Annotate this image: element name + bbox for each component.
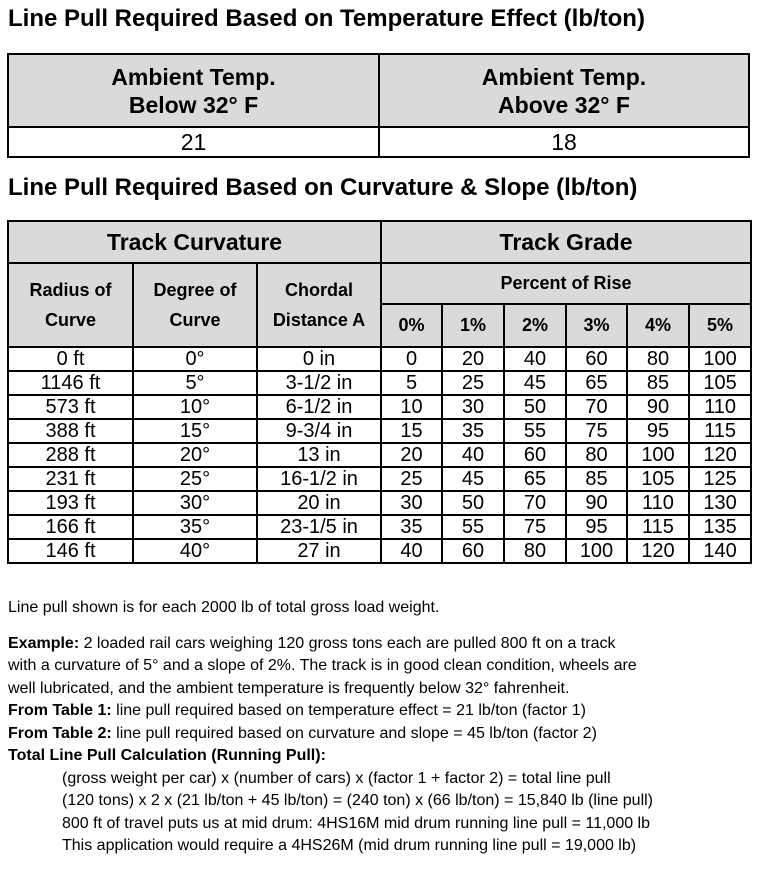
- chordal-cell: 20 in: [257, 491, 381, 515]
- grade-0-cell: 30: [381, 491, 442, 515]
- grade-2-cell: 45: [504, 371, 566, 395]
- grade-0-cell: 40: [381, 539, 442, 563]
- chordal-cell: 23-1/5 in: [257, 515, 381, 539]
- grade-5-cell: 110: [689, 395, 751, 419]
- grade-1-cell: 55: [442, 515, 504, 539]
- chordal-cell: 3-1/2 in: [257, 371, 381, 395]
- group-header-row: [8, 221, 751, 263]
- grade-4-cell: 120: [627, 539, 689, 563]
- degree-cell: 25°: [133, 467, 257, 491]
- grade-4-cell: 110: [627, 491, 689, 515]
- grade-5-cell: 130: [689, 491, 751, 515]
- header-line: Radius of: [29, 280, 112, 300]
- grade-3-cell: 90: [566, 491, 627, 515]
- table-row: [8, 347, 751, 371]
- grade-col-header: 5%: [689, 304, 751, 347]
- grade-5-cell: 135: [689, 515, 751, 539]
- radius-cell: 573 ft: [8, 395, 133, 419]
- curvature-table-title: Line Pull Required Based on Curvature & Slope (lb/ton): [8, 174, 638, 201]
- header-line: Below 32° F: [128, 91, 259, 118]
- grade-1-cell: 40: [442, 443, 504, 467]
- header-line: Above 32° F: [498, 91, 630, 118]
- calc-label-text: Total Line Pull Calculation (Running Pull):: [8, 747, 326, 764]
- grade-2-cell: 75: [504, 515, 566, 539]
- curvature-table-body: [8, 347, 751, 563]
- radius-cell: 0 ft: [8, 347, 133, 371]
- grade-col-header: 2%: [504, 304, 566, 347]
- table-row: [8, 443, 751, 467]
- grade-2-cell: 70: [504, 491, 566, 515]
- grade-1-cell: 20: [442, 347, 504, 371]
- value-below-32: 21: [8, 127, 379, 157]
- table-row: [8, 371, 751, 395]
- radius-cell: 1146 ft: [8, 371, 133, 395]
- calc-line: 800 ft of travel puts us at mid drum: 4HS16M mid drum running line pull = 11,000 lb: [62, 814, 651, 832]
- calc-line: (120 tons) x 2 x (21 lb/ton + 45 lb/ton) = (240 ton) x (66 lb/ton) = 15,840 lb (line pull): [62, 792, 654, 809]
- from-table2-line: [8, 723, 753, 746]
- header-below-32: [8, 54, 379, 127]
- grade-3-cell: 80: [566, 443, 627, 467]
- chordal-cell: 16-1/2 in: [257, 467, 381, 491]
- grade-1-cell: 30: [442, 395, 504, 419]
- grade-3-cell: 95: [566, 515, 627, 539]
- chordal-cell: 0 in: [257, 347, 381, 371]
- chordal-header: [257, 263, 381, 347]
- table-row: [8, 467, 751, 491]
- header-above-32: [379, 54, 749, 127]
- grade-col-header: 1%: [442, 304, 504, 347]
- from-table2-text: line pull required based on curvature and slope = 45 lb/ton (factor 2): [111, 724, 597, 742]
- sub-header-row: [8, 263, 751, 304]
- grade-col-header: 4%: [627, 304, 689, 347]
- radius-cell: 231 ft: [8, 467, 133, 491]
- degree-cell: 10°: [133, 395, 257, 419]
- table-row: [8, 395, 751, 419]
- grade-4-cell: 90: [627, 395, 689, 419]
- track-curvature-header: Track Curvature: [8, 221, 381, 263]
- chordal-cell: 27 in: [257, 539, 381, 563]
- example-line: well lubricated, and the ambient temperature is frequently below 32° fahrenheit.: [8, 679, 570, 697]
- radius-header: [8, 263, 133, 347]
- grade-2-cell: 55: [504, 419, 566, 443]
- grade-col-header: 3%: [566, 304, 627, 347]
- grade-1-cell: 45: [442, 467, 504, 491]
- radius-cell: 193 ft: [8, 491, 133, 515]
- grade-0-cell: 35: [381, 515, 442, 539]
- grade-2-cell: 80: [504, 539, 566, 563]
- temperature-effect-table: [7, 53, 750, 158]
- chordal-cell: 9-3/4 in: [257, 419, 381, 443]
- header-line: Ambient Temp.: [111, 63, 276, 90]
- header-line: Curve: [169, 310, 221, 330]
- calc-label: [8, 745, 753, 768]
- table-header-row: [8, 54, 749, 127]
- from-table2-label: From Table 2:: [8, 724, 112, 742]
- header-line: Chordal: [284, 280, 353, 300]
- grade-1-cell: 50: [442, 491, 504, 515]
- grade-2-cell: 65: [504, 467, 566, 491]
- degree-cell: 40°: [133, 539, 257, 563]
- grade-2-cell: 40: [504, 347, 566, 371]
- grade-5-cell: 125: [689, 467, 751, 491]
- chordal-cell: 13 in: [257, 443, 381, 467]
- grade-4-cell: 105: [627, 467, 689, 491]
- track-grade-header: Track Grade: [381, 221, 751, 263]
- grade-0-cell: 10: [381, 395, 442, 419]
- degree-cell: 35°: [133, 515, 257, 539]
- grade-5-cell: 100: [689, 347, 751, 371]
- grade-5-cell: 120: [689, 443, 751, 467]
- table-row: [8, 539, 751, 563]
- example-label: Example:: [8, 634, 80, 652]
- grade-4-cell: 80: [627, 347, 689, 371]
- grade-1-cell: 35: [442, 419, 504, 443]
- calc-line: (gross weight per car) x (number of cars) x (factor 1 + factor 2) = total line pull: [62, 769, 611, 787]
- degree-cell: 30°: [133, 491, 257, 515]
- degree-cell: 5°: [133, 371, 257, 395]
- grade-4-cell: 95: [627, 419, 689, 443]
- degree-header: [133, 263, 257, 347]
- grade-2-cell: 60: [504, 443, 566, 467]
- radius-cell: 388 ft: [8, 419, 133, 443]
- grade-5-cell: 115: [689, 419, 751, 443]
- header-line: Curve: [44, 310, 97, 330]
- curvature-slope-table: [7, 220, 752, 564]
- value-above-32: 18: [379, 127, 749, 157]
- radius-cell: 288 ft: [8, 443, 133, 467]
- header-line: Degree of: [153, 280, 237, 300]
- example-line: [8, 633, 753, 656]
- radius-cell: 166 ft: [8, 515, 133, 539]
- grade-0-cell: 5: [381, 371, 442, 395]
- percent-of-rise-header: Percent of Rise: [381, 263, 751, 304]
- degree-cell: 15°: [133, 419, 257, 443]
- grade-3-cell: 75: [566, 419, 627, 443]
- chordal-cell: 6-1/2 in: [257, 395, 381, 419]
- table-row: [8, 127, 749, 157]
- grade-1-cell: 25: [442, 371, 504, 395]
- grade-3-cell: 100: [566, 539, 627, 563]
- temperature-table-title: Line Pull Required Based on Temperature Effect (lb/ton): [8, 5, 645, 32]
- from-table1-line: [8, 700, 753, 723]
- grade-4-cell: 115: [627, 515, 689, 539]
- grade-0-cell: 25: [381, 467, 442, 491]
- grade-4-cell: 85: [627, 371, 689, 395]
- radius-cell: 146 ft: [8, 539, 133, 563]
- grade-3-cell: 65: [566, 371, 627, 395]
- degree-cell: 20°: [133, 443, 257, 467]
- grade-5-cell: 140: [689, 539, 751, 563]
- grade-0-cell: 15: [381, 419, 442, 443]
- grade-col-header: 0%: [381, 304, 442, 347]
- example-text: 2 loaded rail cars weighing 120 gross tons each are pulled 800 ft on a track: [79, 634, 616, 652]
- line-pull-note: Line pull shown is for each 2000 lb of total gross load weight.: [8, 599, 440, 616]
- table-row: [8, 491, 751, 515]
- grade-3-cell: 85: [566, 467, 627, 491]
- table-row: [8, 419, 751, 443]
- header-line: Distance A: [272, 310, 366, 330]
- from-table1-text: line pull required based on temperature effect = 21 lb/ton (factor 1): [111, 702, 586, 719]
- grade-3-cell: 70: [566, 395, 627, 419]
- notes-section: [8, 597, 753, 858]
- grade-1-cell: 60: [442, 539, 504, 563]
- header-line: Ambient Temp.: [481, 63, 647, 90]
- grade-0-cell: 0: [381, 347, 442, 371]
- grade-5-cell: 105: [689, 371, 751, 395]
- calc-line: This application would require a 4HS26M (mid drum running line pull = 19,000 lb): [62, 837, 637, 854]
- table-row: [8, 515, 751, 539]
- grade-3-cell: 60: [566, 347, 627, 371]
- from-table1-label: From Table 1:: [8, 702, 112, 719]
- grade-0-cell: 20: [381, 443, 442, 467]
- grade-2-cell: 50: [504, 395, 566, 419]
- grade-4-cell: 100: [627, 443, 689, 467]
- degree-cell: 0°: [133, 347, 257, 371]
- example-line: with a curvature of 5° and a slope of 2%. The track is in good clean condition, wheels are: [8, 657, 637, 674]
